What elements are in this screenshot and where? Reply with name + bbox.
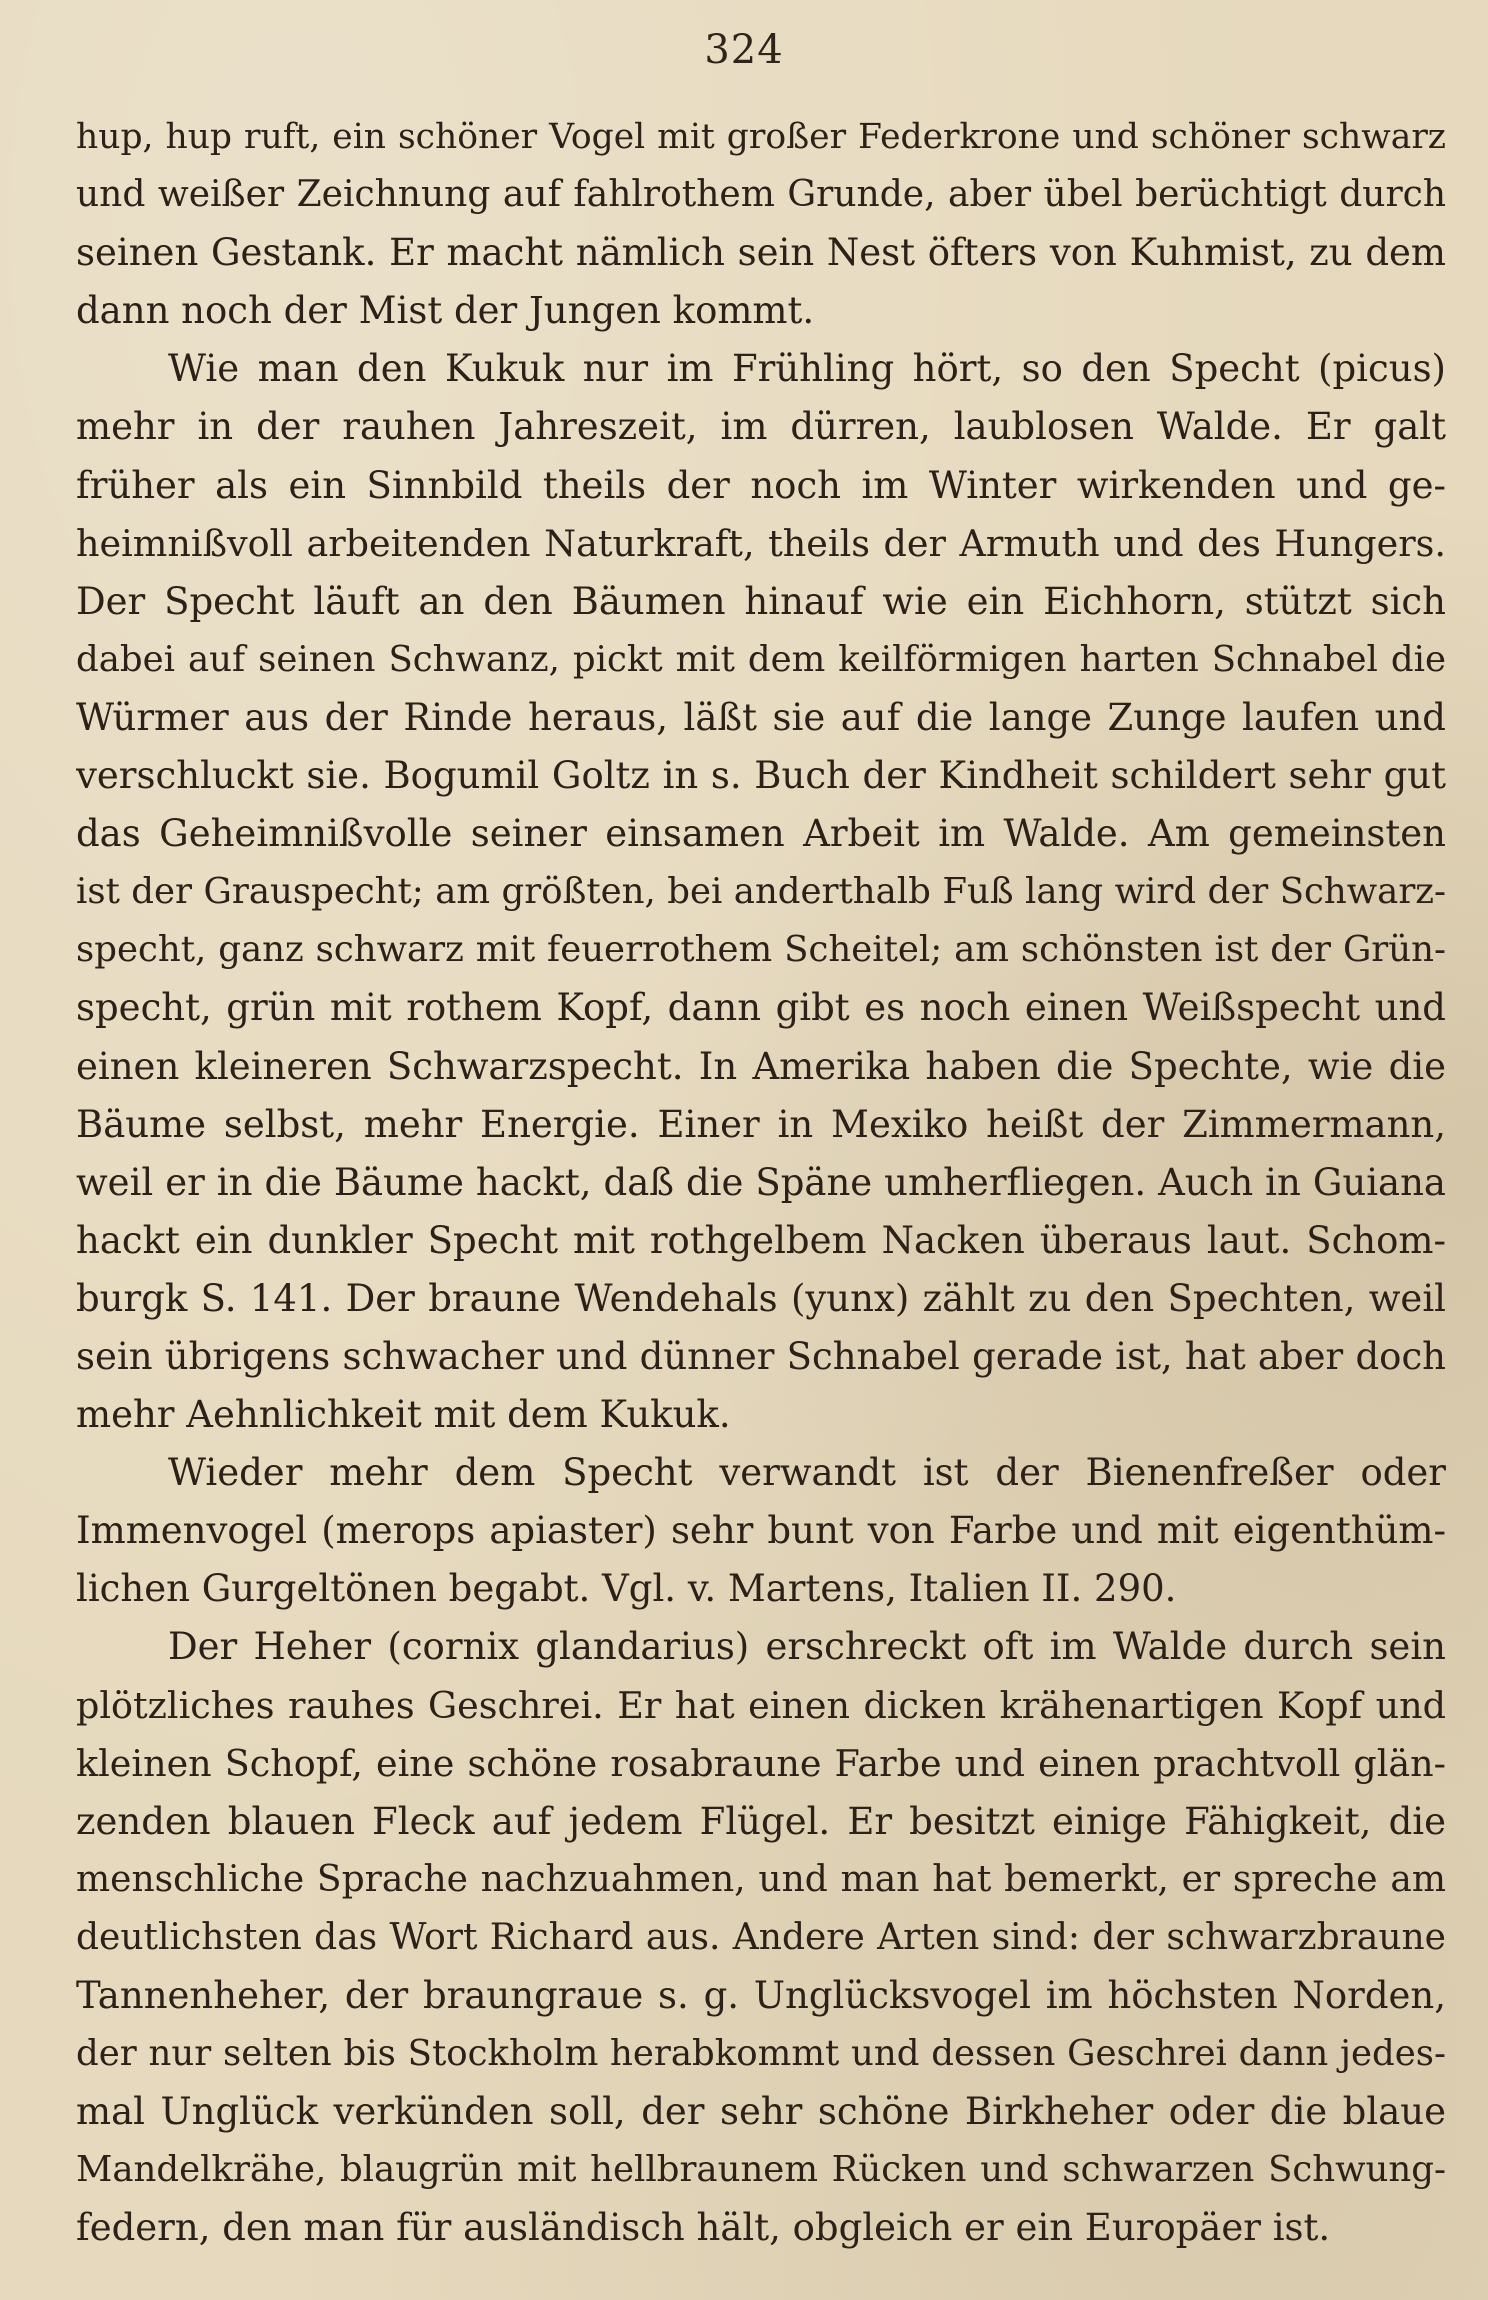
text-line: weil er in die Bäume hackt, daß die Späne umherfliegen. Auch in Guiana [76,1160,1446,1204]
text-line: hackt ein dunkler Specht mit rothgelbem Nacken überaus laut. Schom- [76,1218,1446,1262]
text-line: specht, grün mit rothem Kopf, dann gibt es noch einen Weißspecht und [76,986,1446,1030]
text-line: früher als ein Sinnbild theils der noch im Winter wirkenden und ge- [76,463,1446,507]
text-line: burgk S. 141. Der braune Wendehals (yunx) zählt zu den Spechten, weil [76,1276,1446,1320]
text-line: plötzliches rauhes Geschrei. Er hat einen dicken krähenartigen Kopf und [76,1683,1446,1727]
text-line: dabei auf seinen Schwanz, pickt mit dem keilförmigen harten Schnabel die [76,638,1446,680]
text-line: das Geheimnißvolle seiner einsamen Arbeit im Walde. Am gemeinsten [76,812,1446,856]
text-line: Wie man den Kukuk nur im Frühling hört, so den Specht (picus) [168,347,1446,391]
text-line: zenden blauen Fleck auf jedem Flügel. Er besitzt einige Fähigkeit, die [76,1799,1446,1843]
text-line: und weißer Zeichnung auf fahlrothem Grunde, aber übel berüchtigt durch [76,174,1446,216]
text-line: mehr Aehnlichkeit mit dem Kukuk. [76,1393,731,1437]
text-line: kleinen Schopf, eine schöne rosabraune Farbe und einen prachtvoll glän- [76,1741,1446,1785]
text-line: Der Specht läuft an den Bäumen hinauf wie ein Eichhorn, stützt sich [76,579,1446,623]
text-line: mehr in der rauhen Jahreszeit, im dürren, laublosen Walde. Er galt [76,405,1446,449]
text-line: einen kleineren Schwarzspecht. In Amerika haben die Spechte, wie die [76,1044,1446,1088]
text-line: mal Unglück verkünden soll, der sehr schöne Birkheher oder die blaue [76,2090,1446,2134]
text-line: sein übrigens schwacher und dünner Schnabel gerade ist, hat aber doch [76,1334,1446,1378]
text-line: seinen Gestank. Er macht nämlich sein Nest öfters von Kuhmist, zu dem [76,231,1446,275]
text-line: Bäume selbst, mehr Energie. Einer in Mexiko heißt der Zimmermann, [76,1102,1446,1146]
text-line: Tannenheher, der braungraue s. g. Unglücksvogel im höchsten Norden, [76,1974,1446,2017]
text-line: menschliche Sprache nachzuahmen, und man hat bemerkt, er spreche am [76,1858,1446,1900]
text-line: deutlichsten das Wort Richard aus. Andere Arten sind: der schwarzbraune [76,1916,1446,1958]
text-line: dann noch der Mist der Jungen kommt. [76,289,815,333]
text-line: heimnißvoll arbeitenden Naturkraft, theils der Armuth und des Hungers. [76,521,1446,565]
text-line: lichen Gurgeltönen begabt. Vgl. v. Martens, Italien II. 290. [76,1567,1177,1611]
text-line: Wieder mehr dem Specht verwandt ist der Bienenfreßer oder [168,1451,1446,1495]
text-line: Der Heher (cornix glandarius) erschreckt oft im Walde durch sein [168,1625,1446,1669]
text-line: ist der Grauspecht; am größten, bei anderthalb Fuß lang wird der Schwarz- [76,871,1446,913]
text-line: Würmer aus der Rinde heraus, läßt sie auf die lange Zunge laufen und [76,695,1446,739]
text-line: Immenvogel (merops apiaster) sehr bunt von Farbe und mit eigenthüm- [76,1509,1446,1553]
body-text [76,108,1446,2257]
text-line: Mandelkrähe, blaugrün mit hellbraunem Rücken und schwarzen Schwung- [76,2149,1446,2191]
text-line: der nur selten bis Stockholm herabkommt und dessen Geschrei dann jedes- [76,2033,1446,2075]
text-line: hup, hup ruft, ein schöner Vogel mit großer Federkrone und schöner schwarz [76,117,1446,157]
text-line: verschluckt sie. Bogumil Goltz in s. Buch der Kindheit schildert sehr gut [76,754,1446,798]
text-line: federn, den man für ausländisch hält, obgleich er ein Europäer ist. [76,2206,1331,2250]
text-line: specht, ganz schwarz mit feuerrothem Scheitel; am schönsten ist der Grün- [76,929,1446,971]
page-number: 324 [704,27,784,73]
